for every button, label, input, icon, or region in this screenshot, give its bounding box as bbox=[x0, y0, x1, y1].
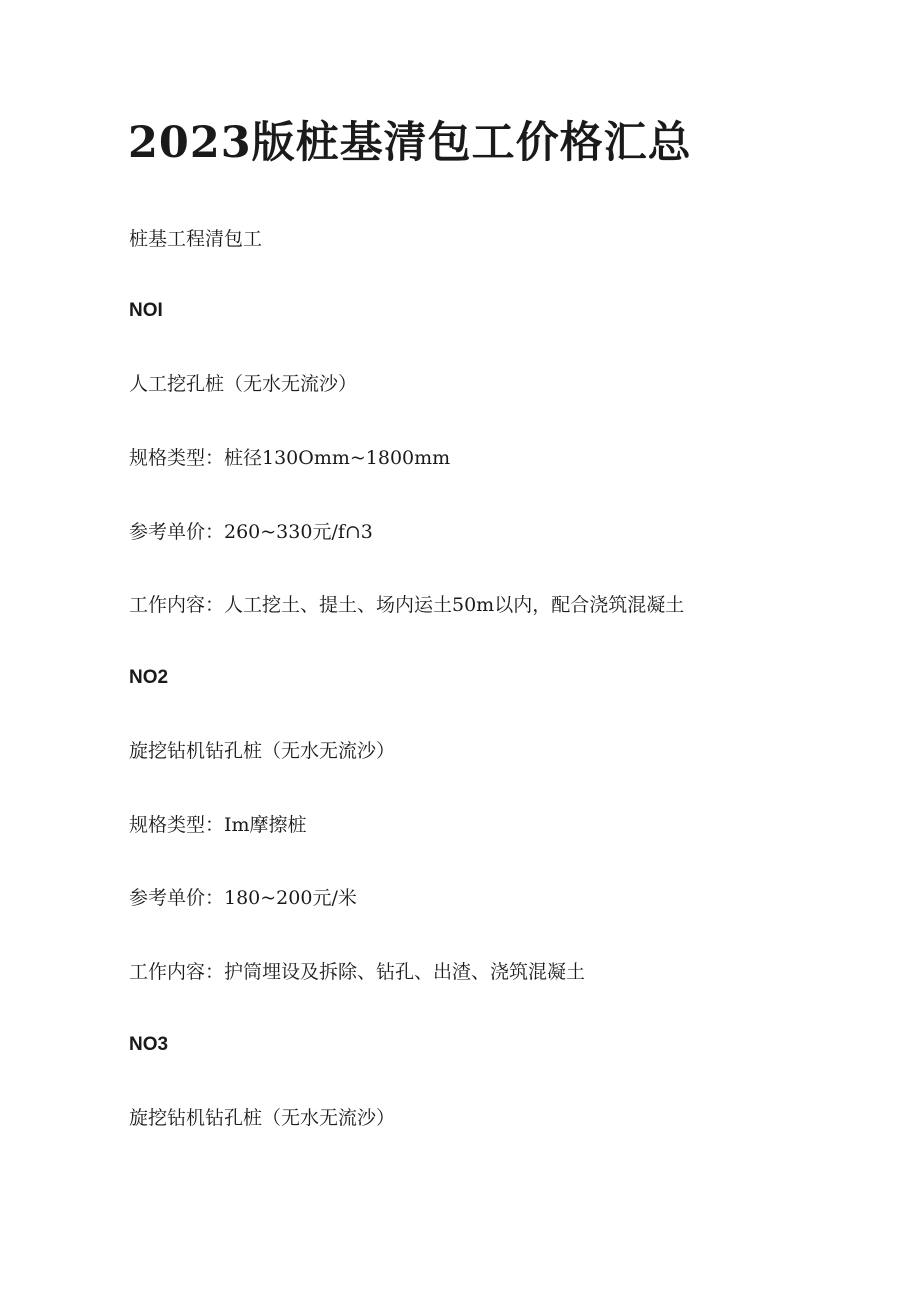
section-content: 工作内容：人工挖土、提土、场内运土50m以内，配合浇筑混凝土 bbox=[129, 594, 685, 616]
section-name: 旋挖钻机钻孔桩（无水无流沙） bbox=[129, 1107, 396, 1129]
section-price: 参考单价：180~200元/米 bbox=[129, 887, 357, 909]
section-number: NO2 bbox=[129, 667, 169, 688]
section-spec: 规格类型：桩径130Omm~1800mm bbox=[129, 447, 451, 469]
section-number: NOI bbox=[129, 300, 163, 321]
section-price: 参考单价：260~330元/f∩3 bbox=[129, 521, 373, 543]
document-subtitle: 桩基工程清包工 bbox=[129, 228, 263, 250]
section-name: 人工挖孔桩（无水无流沙） bbox=[129, 373, 358, 395]
section-number: NO3 bbox=[129, 1034, 169, 1055]
section-spec: 规格类型：Im摩擦桩 bbox=[129, 814, 307, 836]
document-title: 2023版桩基清包工价格汇总 bbox=[128, 118, 692, 168]
section-name: 旋挖钻机钻孔桩（无水无流沙） bbox=[129, 740, 396, 762]
section-content: 工作内容：护筒埋设及拆除、钻孔、出渣、浇筑混凝土 bbox=[129, 961, 586, 983]
